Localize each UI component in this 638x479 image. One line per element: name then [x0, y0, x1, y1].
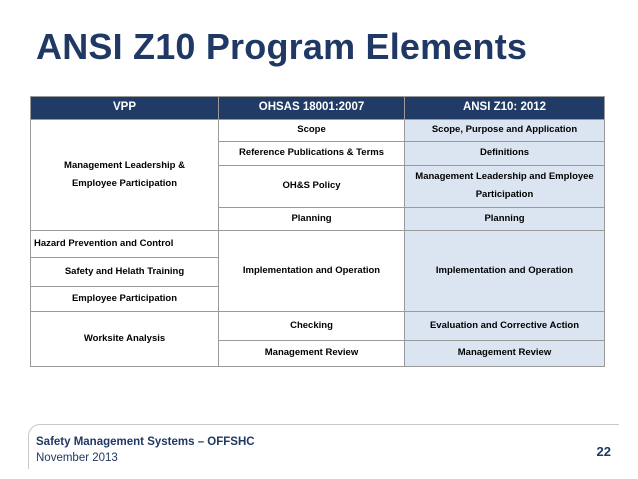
- ansi-scope: Scope, Purpose and Application: [405, 119, 605, 141]
- vpp-management-leadership: Management Leadership & Employee Participation: [31, 119, 219, 230]
- footer-course: Safety Management Systems – OFFSHC: [36, 436, 255, 448]
- table-row: [31, 119, 605, 141]
- vpp-hazard-prevention: Hazard Prevention and Control: [31, 230, 219, 257]
- ansi-definitions: Definitions: [405, 141, 605, 165]
- ohsas-management-review: Management Review: [219, 340, 405, 366]
- ohsas-reference-publications: Reference Publications & Terms: [219, 141, 405, 165]
- ansi-evaluation: Evaluation and Corrective Action: [405, 311, 605, 340]
- vpp-safety-training: Safety and Helath Training: [31, 257, 219, 286]
- ansi-management-review: Management Review: [405, 340, 605, 366]
- vpp-employee-participation: Employee Participation: [31, 286, 219, 311]
- ohsas-implementation: Implementation and Operation: [219, 230, 405, 311]
- ansi-management-leadership: Management Leadership and Employee Participation: [405, 165, 605, 207]
- header-ansi: ANSI Z10: 2012: [405, 97, 605, 120]
- header-vpp: VPP: [31, 97, 219, 120]
- ohsas-planning: Planning: [219, 207, 405, 230]
- footer-date: November 2013: [36, 452, 118, 464]
- ansi-implementation: Implementation and Operation: [405, 230, 605, 311]
- slide-title: ANSI Z10 Program Elements: [36, 26, 528, 67]
- comparison-table: [30, 96, 605, 367]
- ansi-planning: Planning: [405, 207, 605, 230]
- ohsas-scope: Scope: [219, 119, 405, 141]
- header-ohsas: OHSAS 18001:2007: [219, 97, 405, 120]
- ohsas-checking: Checking: [219, 311, 405, 340]
- table-row: [31, 230, 605, 257]
- page-number: 22: [596, 444, 611, 459]
- table-header-row: [31, 97, 605, 120]
- table-row: [31, 311, 605, 340]
- ohsas-policy: OH&S Policy: [219, 165, 405, 207]
- vpp-worksite-analysis: Worksite Analysis: [31, 311, 219, 366]
